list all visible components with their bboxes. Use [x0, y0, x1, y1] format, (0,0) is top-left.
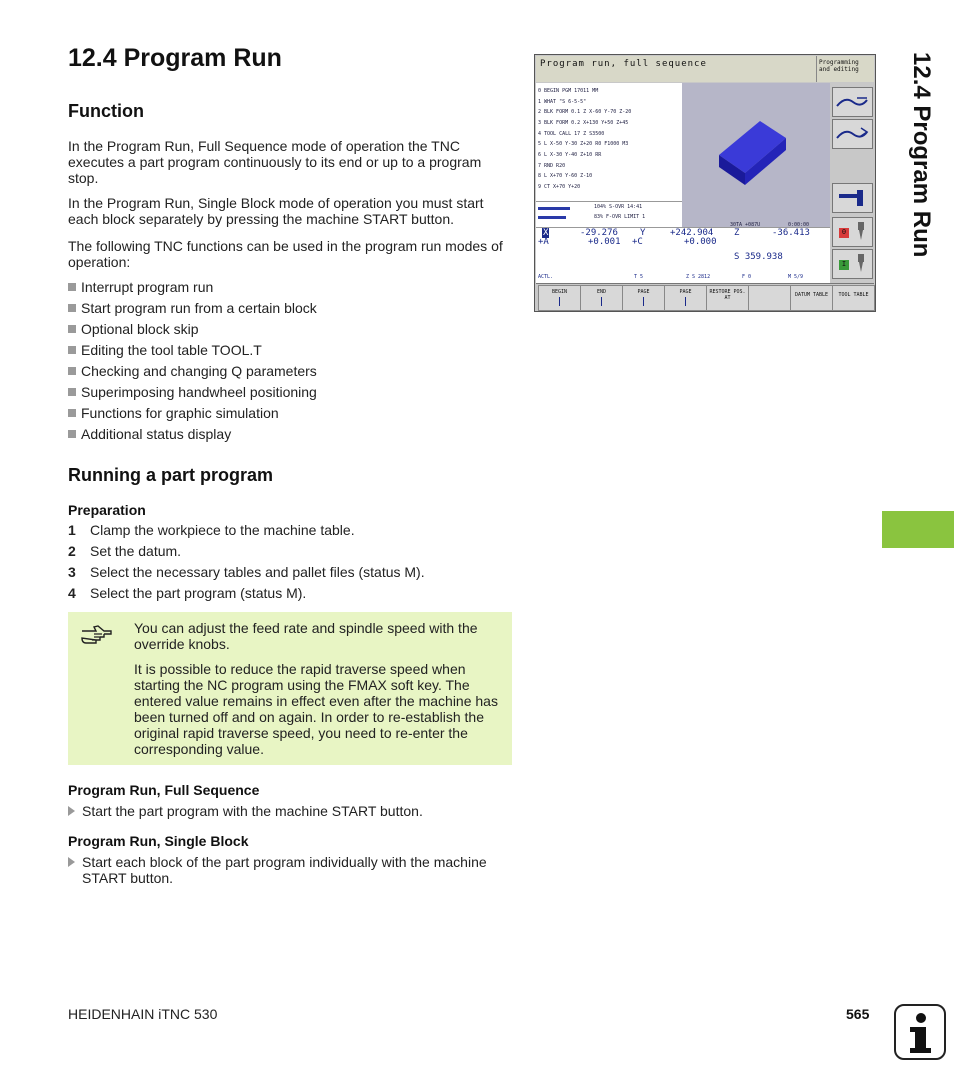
- spindle-icon: [855, 222, 867, 242]
- step-item: 2 Set the datum.: [68, 543, 182, 559]
- workpiece-graphic: [682, 83, 830, 227]
- screen-side-softkeys: [830, 83, 873, 283]
- function-para-3: The following TNC functions can be used in the program run modes of operation:: [68, 238, 503, 270]
- softkey-restore-pos[interactable]: RESTORE POS. AT: [706, 285, 749, 311]
- preparation-heading: Preparation: [68, 502, 146, 518]
- list-item: Superimposing handwheel positioning: [68, 384, 317, 400]
- mode-softkey-3[interactable]: [832, 183, 873, 213]
- list-item: Optional block skip: [68, 321, 199, 337]
- softkey-datum-table[interactable]: DATUM TABLE: [790, 285, 833, 311]
- softkey-end[interactable]: END: [580, 285, 623, 311]
- list-item: Interrupt program run: [68, 279, 213, 295]
- full-sequence-action: Start the part program with the machine START button.: [68, 803, 508, 819]
- override-status: 104% S-OVR 14:41 83% F-OVR LIMIT 1: [536, 201, 682, 228]
- full-sequence-heading: Program Run, Full Sequence: [68, 782, 260, 798]
- info-icon: [894, 1004, 946, 1060]
- list-item: Additional status display: [68, 426, 231, 442]
- list-item: Checking and changing Q parameters: [68, 363, 317, 379]
- tnc-screen: [534, 54, 876, 312]
- running-heading: Running a part program: [68, 465, 274, 485]
- mode-softkey-2[interactable]: [832, 119, 873, 149]
- graphics-window: [682, 83, 830, 227]
- single-block-heading: Program Run, Single Block: [68, 833, 249, 849]
- spindle-icon: [855, 254, 867, 274]
- spindle-on-softkey[interactable]: I: [832, 249, 873, 279]
- step-item: 3 Select the necessary tables and pallet files (status M).: [68, 564, 425, 580]
- softkey-page-up[interactable]: PAGE: [622, 285, 665, 311]
- page-number: 565: [846, 1006, 870, 1022]
- list-item: Start program run from a certain block: [68, 300, 317, 316]
- pointing-hand-icon: [80, 622, 114, 648]
- function-para-1: In the Program Run, Full Sequence mode of operation the TNC executes a part program continuously to its end or up to a program stop.: [68, 138, 482, 186]
- list-item: Functions for graphic simulation: [68, 405, 279, 421]
- list-item: Editing the tool table TOOL.T: [68, 342, 262, 358]
- coolant-icon: [833, 184, 872, 212]
- mode-softkey-1[interactable]: [832, 87, 873, 117]
- screen-mode-label: Programming and editing: [816, 56, 874, 82]
- note-para-2: It is possible to reduce the rapid traverse speed when starting the NC program using the FMAX soft key. The entered value remains in effect even after the machine has been turned off and on again. In order to re-establish the original rapid traverse speed, you need to re-enter the corresponding value.: [134, 661, 498, 757]
- arrow-right-icon: [68, 857, 75, 867]
- softkey-page-down[interactable]: PAGE: [664, 285, 707, 311]
- single-block-icon: [833, 120, 872, 148]
- note-para-1: You can adjust the feed rate and spindle speed with the override knobs.: [134, 620, 478, 652]
- softkey-bar: [536, 283, 874, 311]
- footer-product: HEIDENHAIN iTNC 530: [68, 1006, 218, 1022]
- arrow-right-icon: [68, 806, 75, 816]
- softkey-tool-table[interactable]: TOOL TABLE: [832, 285, 875, 311]
- softkey-empty[interactable]: [748, 285, 791, 311]
- note-box: [68, 612, 512, 765]
- screen-header: Program run, full sequence: [536, 56, 816, 82]
- page-title: 12.4 Program Run: [68, 44, 282, 72]
- side-chapter-title: 12.4 Program Run: [908, 52, 935, 258]
- program-listing: 0 BEGIN PGM 17011 MM 1 WHAT "S 6-5-5" 2 BLK FORM 0.1 Z X-60 Y-70 Z-20 3 BLK FORM 0.2 X+130 Y+50 Z+45 4 TOOL CALL 17 Z S3500 5 L X-50 Y-30 Z+20 R0 F1000 M3 6 L X-30 Y-40 Z+10 RR 7 RND R20 8 L X+70 Y-60 Z-10 9 CT X+70 Y+20: [536, 83, 682, 227]
- single-block-action: Start each block of the part program individually with the machine START button.: [68, 854, 512, 886]
- step-item: 4 Select the part program (status M).: [68, 585, 307, 601]
- spindle-off-softkey[interactable]: 0: [832, 217, 873, 247]
- softkey-begin[interactable]: BEGIN: [538, 285, 581, 311]
- position-display: 30TA +087U 0:00:00 X -29.276 Y +242.904 Z -36.413 +A +0.001 +C +0.000 S 359.938 ACTL. T 5 Z S 2812 F 0 M 5/9: [536, 227, 830, 284]
- function-para-2: In the Program Run, Single Block mode of operation you must start each block separately by pressing the machine START button.: [68, 195, 484, 227]
- function-heading: Function: [68, 101, 144, 121]
- chapter-tab-marker: [882, 511, 954, 548]
- step-item: 1 Clamp the workpiece to the machine table.: [68, 522, 355, 538]
- program-run-icon: [833, 88, 872, 116]
